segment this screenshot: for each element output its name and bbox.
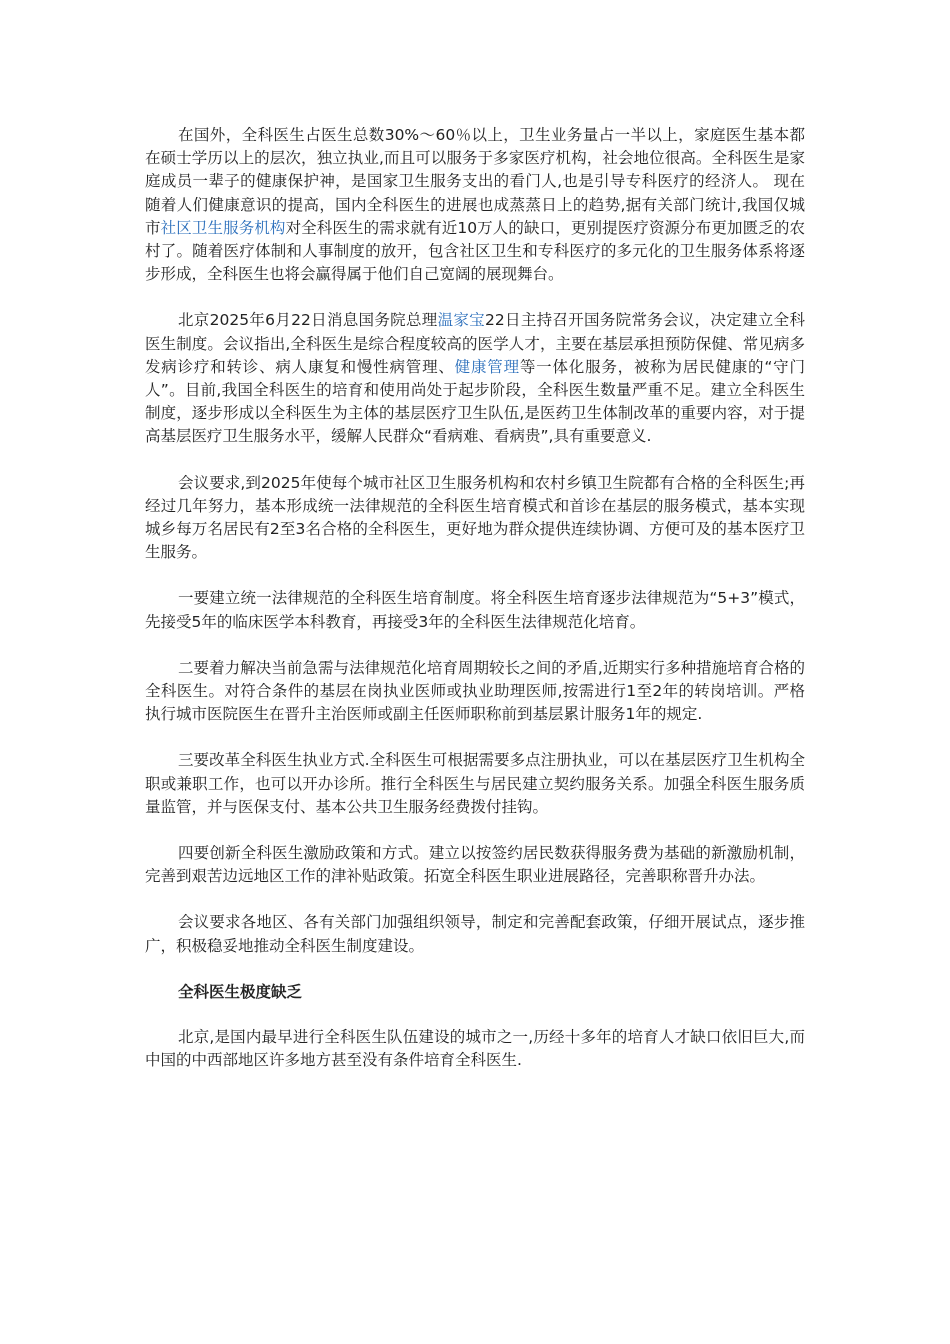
paragraph-meeting-summary: 会议要求各地区、各有关部门加强组织领导，制定和完善配套政策，仔细开展试点，逐步推广，积极稳妥地推动全科医生制度建设。: [145, 913, 805, 955]
paragraph-text: 北京2025年6月22日消息国务院总理: [178, 311, 438, 330]
paragraph-point-three: 三要改革全科医生执业方式.全科医生可根据需要多点注册执业，可以在基层医疗卫生机构全职或兼职工作，也可以开办诊所。推行全科医生与居民建立契约服务关系。加强全科医生服务质量监管，并与医保支付、基本公共卫生服务经费拨付挂钩。: [145, 751, 805, 816]
link-health-management[interactable]: 健康管理: [454, 357, 520, 376]
paragraph-point-two: 二要着力解决当前急需与法律规范化培育周期较长之间的矛盾,近期实行多种措施培育合格的全科医生。对符合条件的基层在岗执业医师或执业助理医师,按需进行1至2年的转岗培训。严格执行城市医院医生在晋升主治医师或副主任医师职称前到基层累计服务1年的规定.: [145, 658, 805, 724]
paragraph-point-four: 四要创新全科医生激励政策和方式。建立以按签约居民数获得服务费为基础的新激励机制，完善到艰苦边远地区工作的津补贴政策。拓宽全科医生职业进展路径，完善职称晋升办法。: [145, 844, 805, 886]
paragraph-state-council-meeting: [145, 309, 805, 448]
paragraph-text: 22日主持召开国务院常务会议，决定建立全科医生制度。会议指出,全科医生是综合程度较高的医学人才，主要在基层承担预防保健、常见病多发病诊疗和转诊、病人康复和慢性病管理、: [145, 311, 805, 376]
paragraph-text: 在国外，全科医生占医生总数30%～60％以上，卫生业务量占一半以上，家庭医生基本都在硕士学历以上的层次，独立执业,而且可以服务于多家医疗机构，社会地位很高。全科医生是家庭成员一辈子的健康保护神，是国家卫生服务支出的看门人,也是引导专科医疗的经济人。 现在随着人们健康意识的提高，国内全科医生的进展也成蒸蒸日上的趋势,据有关部门统计,我国仅城市: [145, 126, 805, 237]
link-wen-jiabao[interactable]: 温家宝: [437, 311, 485, 330]
section-heading: 全科医生极度缺乏: [178, 982, 303, 1001]
paragraph-beijing: 北京,是国内最早进行全科医生队伍建设的城市之一,历经十多年的培育人才缺口依旧巨大,而中国的中西部地区许多地方甚至没有条件培育全科医生.: [145, 1028, 805, 1070]
document-body: [145, 124, 805, 1096]
paragraph-meeting-requirements: 会议要求,到2025年使每个城市社区卫生服务机构和农村乡镇卫生院都有合格的全科医生;再经过几年努力，基本形成统一法律规范的全科医生培育模式和首诊在基层的服务模式，基本实现城乡每万名居民有2至3名合格的全科医生，更好地为群众提供连续协调、方便可及的基本医疗卫生服务。: [145, 473, 805, 562]
paragraph-text: 对全科医生的需求就有近10万人的缺口，更别提医疗资源分布更加匮乏的农村了。随着医疗体制和人事制度的放开，包含社区卫生和专科医疗的多元化的卫生服务体系将逐步形成，全科医生也将会赢得属于他们自己宽阔的展现舞台。: [145, 218, 805, 284]
link-community-health-institutions[interactable]: 社区卫生服务机构: [160, 218, 286, 237]
paragraph-overseas-gp: [145, 124, 805, 286]
paragraph-point-one: 一要建立统一法律规范的全科医生培育制度。将全科医生培育逐步法律规范为“5+3”模式，先接受5年的临床医学本科教育，再接受3年的全科医生法律规范化培育。: [145, 589, 805, 631]
paragraph-text: 等一体化服务，被称为居民健康的“守门人”。目前,我国全科医生的培育和使用尚处于起步阶段，全科医生数量严重不足。建立全科医生制度，逐步形成以全科医生为主体的基层医疗卫生队伍,是医药卫生体制改革的重要内容，对于提高基层医疗卫生服务水平，缓解人民群众“看病难、看病贵”,具有重要意义.: [145, 357, 805, 446]
